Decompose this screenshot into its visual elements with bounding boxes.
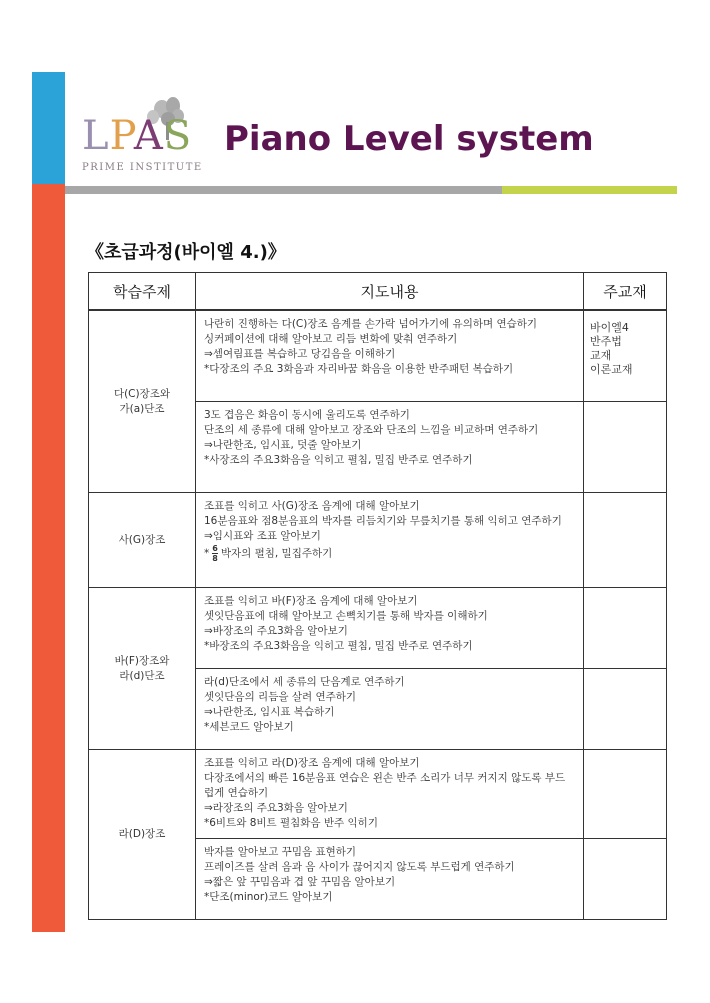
table-row xyxy=(89,310,667,402)
table-header-row xyxy=(89,273,667,311)
logo-subtitle: PRIME INSTITUTE xyxy=(82,162,203,173)
subject-label: 라(d)단조 xyxy=(119,669,165,682)
textbook-cell-empty xyxy=(584,588,667,669)
subject-cell: 사(G)장조 xyxy=(89,493,196,588)
content-cell: 라(d)단조에서 세 종류의 단음계로 연주하기 셋잇단음의 리듬을 살려 연주하기 ⇒나란한조, 임시표 복습하기 *세븐코드 알아보기 xyxy=(196,669,584,750)
curriculum-table xyxy=(88,272,667,920)
header-divider-green xyxy=(502,186,677,194)
logo-wordmark: LPAS xyxy=(82,113,193,159)
side-accent-blue xyxy=(32,72,65,184)
section-title: 《초급과정(바이엘 4.)》 xyxy=(86,242,286,263)
content-cell: 박자를 알아보고 꾸밈음 표현하기 프레이즈를 살려 음과 음 사이가 끊어지지 않도록 부드럽게 연주하기 ⇒짧은 앞 꾸밈음과 겹 앞 꾸밈음 알아보기 *단조(minor)코드 알아보기 xyxy=(196,839,584,920)
page-title: Piano Level system xyxy=(224,119,594,159)
header-content: 지도내용 xyxy=(196,273,584,311)
textbook-item: 반주법 xyxy=(590,335,622,348)
textbook-cell-empty xyxy=(584,750,667,839)
time-signature: $\frac{6}{8}$ xyxy=(212,544,218,563)
subject-cell xyxy=(89,310,196,493)
subject-cell: 라(D)장조 xyxy=(89,750,196,920)
content-cell: 조표를 익히고 사(G)장조 음계에 대해 알아보기 16분음표와 점8분음표의 박자를 리듬치기와 무릎치기를 통해 익히고 연주하기 ⇒임시표와 조표 알아보기 * $\frac{6}{8}$ 박자의 펼침, 밀집주하기 xyxy=(196,493,584,588)
content-cell: 나란히 진행하는 다(C)장조 음계를 손가락 넘어가기에 유의하며 연습하기 싱커페이션에 대해 알아보고 리듬 변화에 맞춰 연주하기 ⇒셈여림표를 복습하고 당김음을 이해하기 *다장조의 주요 3화음과 자리바꿈 화음을 이용한 반주패턴 복습하기 xyxy=(196,310,584,402)
textbook-cell xyxy=(584,310,667,402)
textbook-cell-empty xyxy=(584,402,667,493)
textbook-item: 교재 xyxy=(590,349,612,362)
content-cell: 조표를 익히고 라(D)장조 음계에 대해 알아보기 다장조에서의 빠른 16분음표 연습은 왼손 반주 소리가 너무 커지지 않도록 부드럽게 연습하기 ⇒라장조의 주요3화음 알아보기 *6비트와 8비트 펼침화음 반주 익히기 xyxy=(196,750,584,839)
table-row xyxy=(89,750,667,839)
subject-label: 바(F)장조와 xyxy=(114,654,170,667)
textbook-cell-empty xyxy=(584,493,667,588)
textbook-item: 이론교재 xyxy=(590,363,633,376)
textbook-cell-empty xyxy=(584,669,667,750)
header-textbook: 주교재 xyxy=(584,273,667,311)
header-subject: 학습주제 xyxy=(89,273,196,311)
time-signature-line: * $\frac{6}{8}$ 박자의 펼침, 밀집주하기 xyxy=(204,544,333,563)
table-row xyxy=(89,493,667,588)
subject-label: 다(C)장조와 xyxy=(113,387,171,400)
textbook-item: 바이엘4 xyxy=(590,321,629,334)
header-divider-gray xyxy=(65,186,502,194)
side-accent-red xyxy=(32,184,65,932)
table-row xyxy=(89,588,667,669)
textbook-cell-empty xyxy=(584,839,667,920)
subject-cell xyxy=(89,588,196,750)
content-cell: 조표를 익히고 바(F)장조 음계에 대해 알아보기 셋잇단음표에 대해 알아보고 손뼉치기를 통해 박자를 이해하기 ⇒바장조의 주요3화음 알아보기 *바장조의 주요3화음을 익히고 펼침, 밀집 반주로 연주하기 xyxy=(196,588,584,669)
subject-label: 가(a)단조 xyxy=(119,402,165,415)
content-cell: 3도 겹음은 화음이 동시에 울리도록 연주하기 단조의 세 종류에 대해 알아보고 장조와 단조의 느낌을 비교하며 연주하기 ⇒나란한조, 임시표, 덧줄 알아보기 *사장조의 주요3화음을 익히고 펼침, 밀집 반주로 연주하기 xyxy=(196,402,584,493)
